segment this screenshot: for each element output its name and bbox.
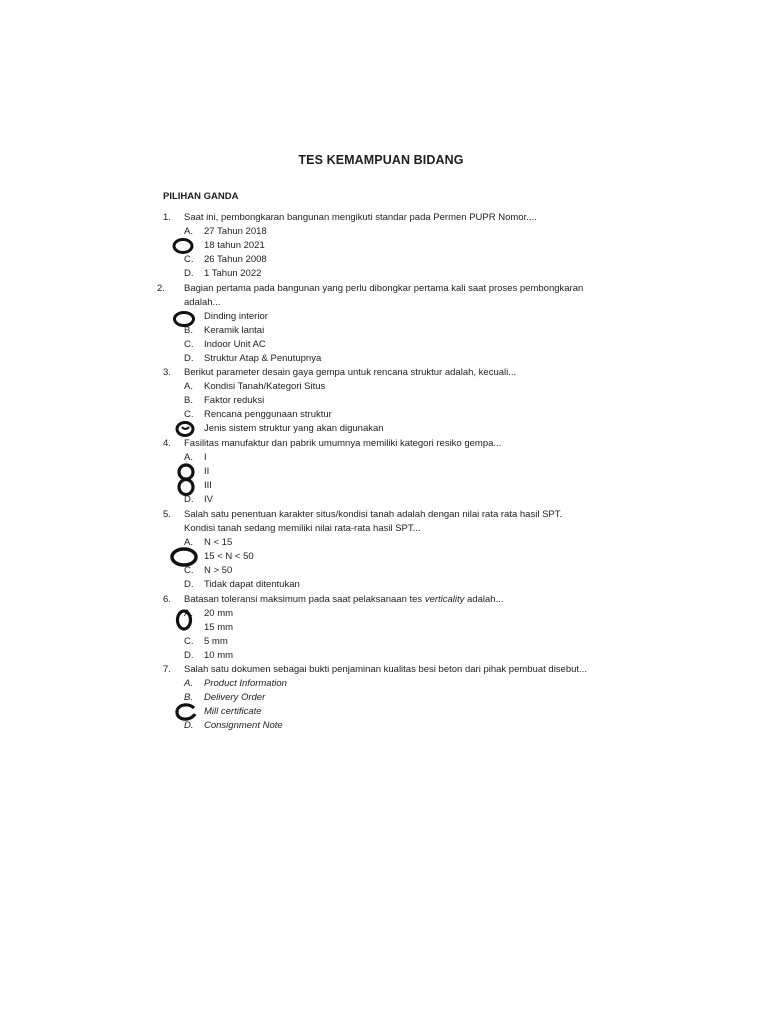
question-1-option-d: 1 Tahun 2022 xyxy=(204,268,262,279)
question-2-option-c: Indoor Unit AC xyxy=(204,339,266,350)
question-3-option-b-letter: B. xyxy=(184,395,193,406)
question-6-option-a: 20 mm xyxy=(204,608,234,619)
section-heading: PILIHAN GANDA xyxy=(163,191,239,202)
question-2-option-b: Keramik lantai xyxy=(204,325,265,336)
question-7-text: Salah satu dokumen sebagai bukti penjaminan kualitas besi beton dari pihak pembuat disebut... xyxy=(184,664,587,675)
question-5-option-a: N < 15 xyxy=(204,537,233,548)
question-2-option-b-letter: B. xyxy=(184,325,193,336)
question-5-text-line-1: Salah satu penentuan karakter situs/kondisi tanah adalah dengan nilai rata rata hasil SPT. xyxy=(184,509,563,520)
question-5-option-b: 15 < N < 50 xyxy=(204,551,254,562)
answer-circle-mark xyxy=(170,309,198,331)
question-2-text-line-1: Bagian pertama pada bangunan yang perlu dibongkar pertama kali saat proses pembongkaran xyxy=(184,283,584,294)
question-4-option-d-letter: D. xyxy=(184,494,194,505)
question-1-number: 1. xyxy=(163,212,171,223)
question-3-option-d: Jenis sistem struktur yang akan digunakan xyxy=(204,423,384,434)
question-4-option-d: IV xyxy=(204,494,213,505)
question-2-option-c-letter: C. xyxy=(184,339,194,350)
question-6-text-italic: verticality xyxy=(424,594,465,605)
question-6-option-d-letter: D. xyxy=(184,650,194,661)
question-3-number: 3. xyxy=(163,367,171,378)
question-6-option-c-letter: C. xyxy=(184,636,194,647)
answer-circle-mark xyxy=(170,237,198,259)
page-title: TES KEMAMPUAN BIDANG xyxy=(298,153,464,167)
question-6-option-d: 10 mm xyxy=(204,650,234,661)
question-2-number: 2. xyxy=(157,283,165,294)
question-7-option-a-letter: A. xyxy=(184,678,193,689)
question-2-text-line-2: adalah... xyxy=(184,297,221,308)
question-7-number: 7. xyxy=(163,664,171,675)
question-5-number: 5. xyxy=(163,509,171,520)
question-7-option-d: Consignment Note xyxy=(204,720,283,731)
question-1-option-c: 26 Tahun 2008 xyxy=(204,254,267,265)
question-3-option-a: Kondisi Tanah/Kategori Situs xyxy=(204,381,326,392)
question-3-option-c-letter: C. xyxy=(184,409,194,420)
question-4-option-b: II xyxy=(204,466,210,477)
question-7-option-d-letter: D. xyxy=(184,720,194,731)
question-4-number: 4. xyxy=(163,438,171,449)
question-1-option-b: 18 tahun 2021 xyxy=(204,240,265,251)
question-3-option-a-letter: A. xyxy=(184,381,193,392)
question-5-option-d: Tidak dapat ditentukan xyxy=(204,579,300,590)
question-6-text-before: Batasan toleransi maksimum pada saat pelaksanaan tes xyxy=(184,594,425,605)
question-4-option-a-letter: A. xyxy=(184,452,193,463)
question-7-option-a: Product Information xyxy=(204,678,287,689)
question-5-option-c-letter: C. xyxy=(184,565,194,576)
answer-circle-mark xyxy=(168,545,202,571)
question-6-option-a-letter: A. xyxy=(184,608,193,619)
question-1-option-d-letter: D. xyxy=(184,268,194,279)
answer-figure-eight-mark xyxy=(170,461,200,501)
question-5-option-c: N > 50 xyxy=(204,565,233,576)
question-3-option-c: Rencana penggunaan struktur xyxy=(204,409,332,420)
question-6-option-c: 5 mm xyxy=(204,636,228,647)
question-6-text-after: adalah... xyxy=(464,594,504,605)
answer-circle-mark xyxy=(172,702,202,726)
question-7-option-c: Mill certificate xyxy=(204,706,262,717)
question-5-option-d-letter: D. xyxy=(184,579,194,590)
question-4-option-c: III xyxy=(204,480,212,491)
question-1-text: Saat ini, pembongkaran bangunan mengikuti standar pada Permen PUPR Nomor.... xyxy=(184,212,537,223)
question-6-text xyxy=(184,593,504,607)
question-3-text: Berikut parameter desain gaya gempa untuk rencana struktur adalah, kecuali... xyxy=(184,367,517,378)
question-2-option-a: Dinding interior xyxy=(204,311,268,322)
question-7-option-b-letter: B. xyxy=(184,692,193,703)
question-7-option-b: Delivery Order xyxy=(204,692,266,703)
question-2-option-d-letter: D. xyxy=(184,353,194,364)
answer-circle-mark xyxy=(170,420,198,442)
question-4-option-a: I xyxy=(204,452,207,463)
question-2-option-d: Struktur Atap & Penutupnya xyxy=(204,353,322,364)
question-1-option-c-letter: C. xyxy=(184,254,194,265)
question-6-number: 6. xyxy=(163,594,171,605)
question-1-option-a-letter: A. xyxy=(184,226,193,237)
question-6-option-b: 15 mm xyxy=(204,622,234,633)
question-3-option-b: Faktor reduksi xyxy=(204,395,265,406)
question-5-option-a-letter: A. xyxy=(184,537,193,548)
question-1-option-a: 27 Tahun 2018 xyxy=(204,226,267,237)
question-4-text: Fasilitas manufaktur dan pabrik umumnya memiliki kategori resiko gempa... xyxy=(184,438,502,449)
question-5-text-line-2: Kondisi tanah sedang memiliki nilai rata-rata hasil SPT... xyxy=(184,523,421,534)
answer-circle-mark xyxy=(170,606,198,634)
